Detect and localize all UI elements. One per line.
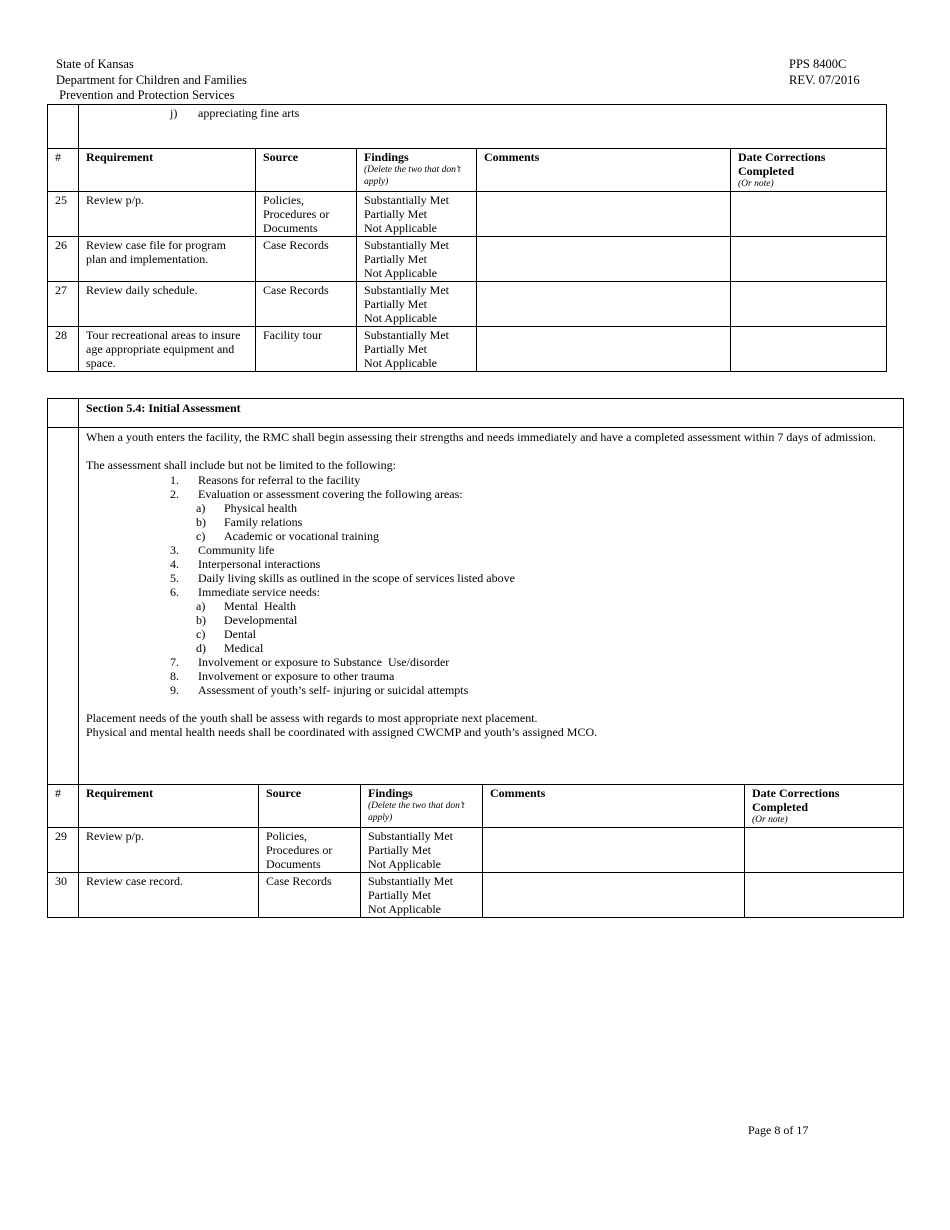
assessment-item [170,683,883,697]
assessment-item [170,571,883,585]
col-date-label: Date Corrections Completed [738,150,826,178]
row-findings[interactable] [361,828,483,873]
assessment-item [170,543,883,557]
row-source: Policies, Procedures or Documents [259,828,361,873]
assessment-item-number: 6. [170,584,179,599]
finding-option[interactable]: Partially Met [364,297,427,311]
table-row [48,873,904,918]
row-comments[interactable] [483,828,745,873]
row-date[interactable] [731,282,887,327]
row-comments[interactable] [477,237,731,282]
finding-option[interactable]: Not Applicable [364,266,437,280]
finding-option[interactable]: Substantially Met [364,283,449,297]
assessment-subitem-text: Family relations [224,514,303,529]
row-comments[interactable] [483,873,745,918]
finding-option[interactable]: Partially Met [364,252,427,266]
section-intro: When a youth enters the facility, the RMC shall begin assessing their strengths and needs immediately and have a completed assessment within 7 days of admission. [86,430,877,444]
form-number: PPS 8400C [789,57,847,71]
assessment-subitem-text: Developmental [224,612,298,627]
row-num: 26 [48,237,79,282]
assessment-subitem [196,515,883,529]
row-num: 25 [48,192,79,237]
carry-item-text: appreciating fine arts [198,106,300,120]
row-requirement: Review p/p. [79,828,259,873]
section-body [79,428,904,785]
row-date[interactable] [731,327,887,372]
finding-option[interactable]: Substantially Met [364,238,449,252]
row-source: Case Records [256,282,357,327]
carry-over-row [48,105,887,149]
section-title-row [48,399,904,428]
col-findings-label: Findings [368,786,413,800]
row-source: Case Records [259,873,361,918]
row-date[interactable] [745,873,904,918]
col-findings-note: (Delete the two that don’t apply) [364,165,461,187]
assessment-subitem [196,613,883,627]
assessment-subitem-marker: c) [196,626,206,641]
assessment-item-number: 2. [170,486,179,501]
row-source: Policies, Procedures or Documents [256,192,357,237]
assessment-item-text: Evaluation or assessment covering the following areas: [198,486,463,501]
assessment-item [170,669,883,683]
assessment-item-number: 4. [170,556,179,571]
col-date-label: Date Corrections Completed [752,786,840,814]
finding-option[interactable]: Substantially Met [368,829,453,843]
row-findings[interactable] [357,327,477,372]
row-findings[interactable] [357,282,477,327]
section-body-row [48,428,904,785]
assessment-item [170,655,883,669]
row-source: Facility tour [256,327,357,372]
row-source: Case Records [256,237,357,282]
assessment-item-text: Community life [198,542,275,557]
row-num: 30 [48,873,79,918]
row-date[interactable] [731,237,887,282]
col-num: # [48,149,79,192]
col-findings [357,149,477,192]
assessment-item [170,557,883,571]
finding-option[interactable]: Not Applicable [364,356,437,370]
revision-date: REV. 07/2016 [789,72,860,87]
header-state: State of Kansas [56,57,134,71]
row-requirement: Review p/p. [79,192,256,237]
row-requirement: Tour recreational areas to insure age appropriate equipment and space. [79,327,256,372]
assessment-subitem-text: Medical [224,640,264,655]
row-comments[interactable] [477,192,731,237]
assessment-subitem [196,529,883,543]
table-row [48,828,904,873]
row-findings[interactable] [357,237,477,282]
table-row [48,327,887,372]
assessment-item [170,473,883,487]
row-num: 28 [48,327,79,372]
page-number: Page 8 of 17 [748,1123,809,1137]
header-division: Prevention and Protection Services [56,88,235,102]
row-requirement: Review daily schedule. [79,282,256,327]
closing-health: Physical and mental health needs shall be coordinated with assigned CWCMP and youth’s assigned MCO. [86,724,598,739]
assessment-subitem-marker: b) [196,612,206,627]
assessment-item-number: 3. [170,542,179,557]
assessment-item-text: Involvement or exposure to Substance Use/disorder [198,654,450,669]
header-left [56,57,247,104]
section-5-4-table [47,398,904,918]
finding-option[interactable]: Not Applicable [368,902,441,916]
row-comments[interactable] [477,327,731,372]
assessment-subitem-text: Physical health [224,500,297,515]
finding-option[interactable]: Not Applicable [368,857,441,871]
header-department: Department for Children and Families [56,72,247,87]
finding-option[interactable]: Not Applicable [364,221,437,235]
row-requirement: Review case record. [79,873,259,918]
assessment-item-number: 9. [170,682,179,697]
col-comments: Comments [483,785,745,828]
col-findings [361,785,483,828]
col-requirement: Requirement [79,785,259,828]
finding-option[interactable]: Partially Met [364,207,427,221]
finding-option[interactable]: Substantially Met [364,328,449,342]
assessment-item-text: Immediate service needs: [198,584,320,599]
assessment-subitem-text: Dental [224,626,256,641]
finding-option[interactable]: Partially Met [364,342,427,356]
assessment-subitem-marker: a) [196,598,206,613]
row-requirement: Review case file for program plan and implementation. [79,237,256,282]
assessment-item-number: 8. [170,668,179,683]
row-comments[interactable] [477,282,731,327]
table-row [48,237,887,282]
assessment-subitem [196,599,883,613]
assessment-subitem [196,627,883,641]
col-date [731,149,887,192]
assessment-list [86,473,883,697]
col-source: Source [259,785,361,828]
finding-option[interactable]: Substantially Met [364,193,449,207]
table-header-row [48,785,904,828]
assessment-item [170,585,883,599]
col-comments: Comments [477,149,731,192]
assessment-item-number: 1. [170,472,179,487]
assessment-item-text: Assessment of youth’s self- injuring or suicidal attempts [198,682,469,697]
header-right [789,57,860,88]
col-findings-label: Findings [364,150,409,164]
row-findings[interactable] [357,192,477,237]
col-date-note: (Or note) [738,179,774,189]
col-requirement: Requirement [79,149,256,192]
assessment-item-number: 7. [170,654,179,669]
assessment-item-number: 5. [170,570,179,585]
assessment-subitem-text: Mental Health [224,598,296,613]
finding-option[interactable]: Not Applicable [364,311,437,325]
assessment-subitem-marker: d) [196,640,206,655]
assessment-item-text: Daily living skills as outlined in the scope of services listed above [198,570,515,585]
col-num: # [48,785,79,828]
assessment-item [170,487,883,501]
table-header-row [48,149,887,192]
section-title: Section 5.4: Initial Assessment [79,399,904,428]
table-row [48,282,887,327]
row-date[interactable] [745,828,904,873]
row-date[interactable] [731,192,887,237]
assessment-subitem-marker: c) [196,528,206,543]
col-date [745,785,904,828]
assessment-subitem-marker: a) [196,500,206,515]
row-num: 29 [48,828,79,873]
assessment-item-text: Interpersonal interactions [198,556,321,571]
col-source: Source [256,149,357,192]
assessment-subitem [196,501,883,515]
assessment-item-text: Reasons for referral to the facility [198,472,361,487]
requirements-table-1 [47,104,887,372]
finding-option[interactable]: Partially Met [368,888,431,902]
assessment-subitem-text: Academic or vocational training [224,528,379,543]
finding-option[interactable]: Partially Met [368,843,431,857]
assessment-item-text: Involvement or exposure to other trauma [198,668,395,683]
carry-item-marker: j) [170,106,178,120]
finding-option[interactable]: Substantially Met [368,874,453,888]
assessment-subitem [196,641,883,655]
section-lead: The assessment shall include but not be limited to the following: [86,458,396,472]
col-findings-note: (Delete the two that don’t apply) [368,801,465,823]
col-date-note: (Or note) [752,815,788,825]
row-findings[interactable] [361,873,483,918]
row-num: 27 [48,282,79,327]
closing-placement: Placement needs of the youth shall be assess with regards to most appropriate next placement. [86,710,538,725]
table-row [48,192,887,237]
assessment-subitem-marker: b) [196,514,206,529]
